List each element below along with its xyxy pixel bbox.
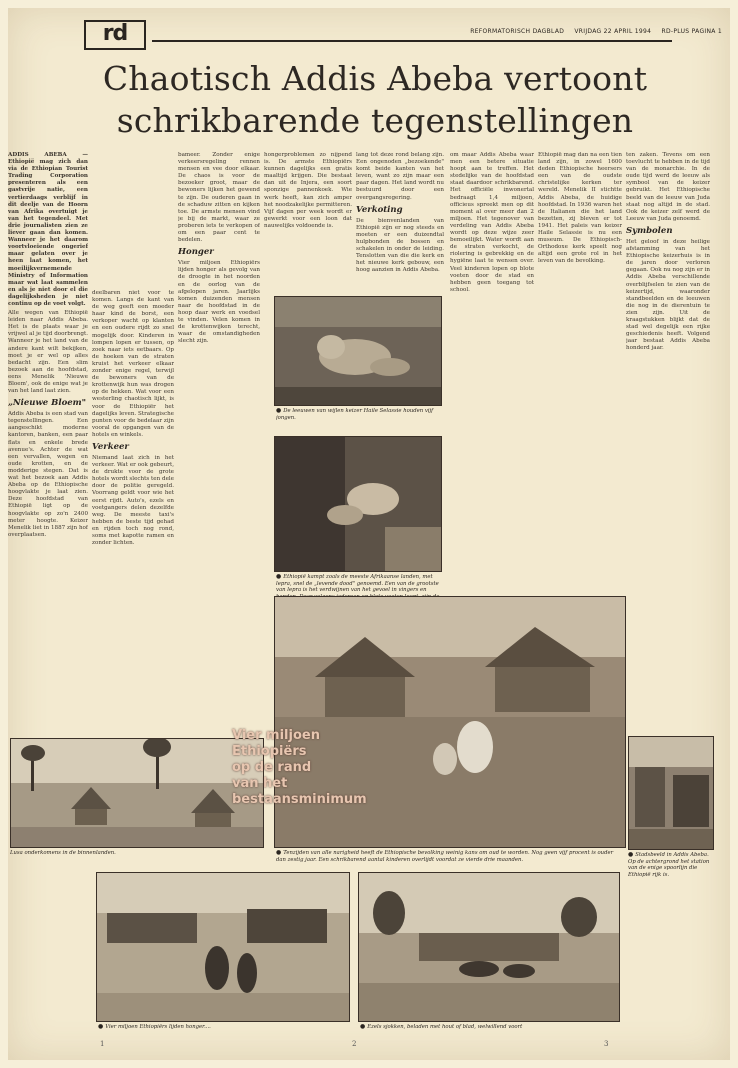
caption-text: Tenzijden van alle narigheid heeft de Ethiopische bevolking weinig kans om oud te worden. Nog geen vijf procent is ouder dan zestig jaar. Een schrikbarend aantal kinderen overlijdt voordat ze vierde drie maanden. [276,850,614,863]
bullet-icon: ● [276,850,282,856]
column-2 [92,290,174,730]
caption-donkeys [360,1024,616,1034]
column-4 [264,152,352,292]
paragraph: Alle wegen van Ethiopië leiden naar Addis Abeba. Het is de plaats waar je vrijwel al je tijd doorbrengt. Wanneer je het land van de andere kant wilt bekijken, moet je er wel op alles bedacht zijn. Een slim bezoek aan de hoofdstad, eens Menelik 'Nieuwe Bloem', ook de enige wat je van het land laat zien. [8,310,88,395]
column-6 [450,152,534,597]
issue-date: VRIJDAG 22 APRIL 1994 [574,28,652,35]
photo-main [274,596,626,848]
masthead [84,20,724,50]
paragraph: deelbaren niet voor te komen. Langs de kant van de weg geeft een moeder haar kind de borst, een verkoper wacht op klanten en een oudere rijdt zo snel mogelijk door. Kinderen in lompen lopen er tussen, op zoek naar iets eetbaars. Op de hoeken van de straten kruist het verkeer elkaar zonder enige regel, terwijl de bewoners van de krottenwijk hun was drogen op de hekken. Wat voor een westerling chaotisch lijkt, is voor de Ethiopiër het dagelijks leven. Strategische punten voor de bedelaar zijn vooral de opgangen van de hotels en winkels. [92,290,174,438]
paragraph: Addis Abeba is een stad van tegenstellingen. Een aangeschikt moderne kantoren, banken, een paar flats en enkele brede avenue's. Achter de wat een vervallen, wegen en oude krotten, en de modderige stegen. Dat is wat het bezoek aan Addis Abeba op de Ethiopische hoogvlakte je laat zien. Deze hoofdstad van Ethiopië ligt op de hoogvlakte op zo'n 2400 meter hoogte. Keizer Menelik liet in 1887 zijn hof overplaatsen. [8,411,88,538]
paragraph: ten zaken. Tevens om een toevlucht te hebben in de tijd van de monarchie. In de oude tijd werd de leeuw als symbool van de keizer gebruikt. Het Ethiopische beeld van de leeuw van Juda staat nog altijd in de stad. Ook de keizer zelf werd de Leeuw van Juda genoemd. [626,152,710,222]
overlay-line: Ethiopiërs [232,744,307,759]
overlay-line: op de rand [232,760,312,775]
photo-huts [10,738,264,848]
rd-logo: rd [84,20,146,50]
bullet-icon: ● [360,1024,366,1030]
caption-text: Lusa onderkomens in de binnenlanden. [10,850,116,856]
masthead-meta [462,28,722,35]
paragraph: hongerproblemen zo nijpend is. De armste Ethiopiërs kunnen dagelijks een gratis maaltijd krijgen. Die bestaat dan uit de Injera, een soort sponzige pannenkoek. Wie werk heeft, kan zich amper het noodzakelijke permitteren. Vijf dagen per week wordt er gewerkt voor een loon dat nauwelijks voldoende is. [264,152,352,229]
paragraph: Niemand laat zich in het verkeer. Wat er ook gebeurt, de drukte voor de grote hotels wordt slechts ten dele door de politie geregeld. Voorrang geldt voor wie het eerst rijdt. Auto's, ezels en voetgangers delen dezelfde weg. De meeste taxi's hebben de beste tijd gehad en rijden toch nog rond, soms met kapotte ramen en zonder lichten. [92,454,174,547]
subhead-verkeer: Verkeer [92,441,129,452]
overlay-line: van het [232,776,288,791]
subhead-nieuwe-bloem: „Nieuwe Bloem" [8,398,87,409]
paragraph: De bienvenlanden van Ethiopië zijn er nog steeds en moeten er een duizendtal hulpbonden de bossen en schakelen in onder de leiding. Tenslotten van die die kerk en het nieuwe kerk gebouw, een hoog aanzien in Addis Abeba. [356,217,444,274]
section-label: RD-PLUS PAGINA 1 [661,28,722,35]
overlay-line: Vier miljoen [232,728,320,743]
subhead-honger: Honger [178,247,214,258]
headline-line-2: schrikbarende tegenstellingen [116,101,634,140]
overlay-line: bestaansminimum [232,792,367,807]
bullet-icon: ● [276,408,282,414]
caption-text: Ezels sjokken, beladen met hout of blad, welwillend voort [367,1024,523,1030]
column-5 [356,152,444,292]
page-mark: 3 [604,1040,609,1048]
photo-hunger [96,872,350,1022]
photo-donkeys [358,872,620,1022]
paper-name: REFORMATORISCH DAGBLAD [470,28,565,35]
caption-text: Vier miljoen Ethiopiërs lijden honger.... [105,1024,211,1030]
bullet-icon: ● [98,1024,104,1030]
subhead-verkoting: Verkoting [356,204,403,215]
article-lead: ADDIS ABEBA — Ethiopië mag zich dan via de Ethiopian Tourist Trading Corporation presenteren als een gastvrije natie, een vertierdaags verblijf in dit deelje van de Hoorn van Afrika overtuigt je van het tegendeel. Met drie journalisten zien ze liever gaan dan komen. Wanneer je het daarom voortvloeiende ongerief maar gelaten over je heen laat komen, het moeilijkvernemende Ministry of Information maar wat laat sammelen en als je niet door el die dagelijksheden je niet continu op de voet volgt. [8,152,88,307]
bullet-icon: ● [628,852,634,858]
caption-street [628,852,712,886]
paragraph: Vier miljoen Ethiopiërs lijden honger als gevolg van de droogte in het noorden en de oorlog van de afgelopen jaren. Jaarlijks komen duizenden mensen naar de hoofdstad in de hoop daar werk en voedsel te vinden. Velen komen in de krottenwijken terecht, waar de omstandigheden slecht zijn. [178,260,260,345]
caption-huts [10,850,260,860]
page-mark: 2 [352,1040,357,1048]
column-1 [8,152,88,737]
paragraph: lang tot deze rond belang zijn. Een ongenoden „bezoekende" komt beide kanten van het leven, want zo zijn maar een paar dagen. Het land wordt nu bestuurd door een overgangsregering. [356,152,444,201]
column-3 [178,152,260,730]
caption-lions [276,408,440,422]
paragraph: bameer. Zonder enige verkeersregeling rennen mensen en vee door elkaar. De chaos is voor de bezoeker groot, maar de bewoners lijken het gewend te zijn. De ouderen gaan in de schaduw zitten en kijken toe. De armste mensen vind je bij de markt, waar ze proberen iets te verkopen of om een paar cent te bedelen. [178,152,260,244]
paragraph: Ethiopië mag dan na een tien land zijn, in zowel 1600 deden Ethiopische heersers een van de oudste christelijke kerken ter wereld. Menelik II stichtte Addis Abeba, de huidige hoofdstad. In 1936 waren het de Italianen die het land bezetten, zij bleven er tot 1941. Het paleis van keizer Haile Selassie is nu een museum. De Ethiopisch-Orthodoxe kerk speelt nog altijd een grote rol in het leven van de bevolking. [538,152,622,265]
masthead-rule [152,40,672,42]
photo-hands [274,436,442,572]
paragraph: om maar Addis Abeba waar men een betere situatie hoopt aan te treffen. Het stedelijke van de hoofdstad staat daardoor schrikbarend. Het officiële inwonertal bedraagt 1,4 miljoen, officieus spreekt men op dit moment al over meer dan 2 miljoen. Het tegenover van verdeling van Addis Abeba wordt op deze wijze zeer bemoeilijkt. Water wordt aan de straten verkocht, de riolering is gebrekkig en de hygiëne laat te wensen over. Veel kinderen lopen op blote voeten door de stad en hebben geen toegang tot school. [450,152,534,293]
caption-text: Stadsbeeld in Addis Abeba. Op de achtergrond het station van de enige spoorlijn die Ethiopië rijk is. [628,852,710,878]
bullet-icon: ● [276,574,282,580]
photo-overlay-headline [232,728,382,808]
photo-street [628,736,714,850]
headline-line-1: Chaotisch Addis Abeba vertoont [102,59,648,98]
column-8 [626,152,710,732]
photo-lions [274,296,442,406]
subhead-symbolen: Symbolen [626,225,673,236]
column-7 [538,152,622,597]
page-mark: 1 [100,1040,105,1048]
caption-text: Ethiopië kampt zoals de meeste Afrikaanse landen, met lepra, snel de „levende dood" genoemd. Een van de grootste van lepra is het verdwijnen van het gevoel in vingers en [276,574,439,594]
caption-hunger [98,1024,348,1034]
article-headline [40,58,710,142]
caption-text: De leeuwen van wijlen keizer Haile Selassie houden vijf jongen. [276,408,434,421]
caption-main [276,850,622,868]
paragraph: Het geloof in deze heilige afstamming van het Ethiopische keizerhuis is in de jaren door verloren gegaan. Ook nu nog zijn er in Addis Abeba verschillende overblijfselen te zien van de keizertijd, waaronder standbeelden en de leeuwen die nog in de dierentuin te zien zijn. Uit de kraagstukken blijkt dat de stad wel degelijk een rijke geschiedenis heeft. Volgend jaar bestaat Addis Abeba honderd jaar. [626,238,710,352]
